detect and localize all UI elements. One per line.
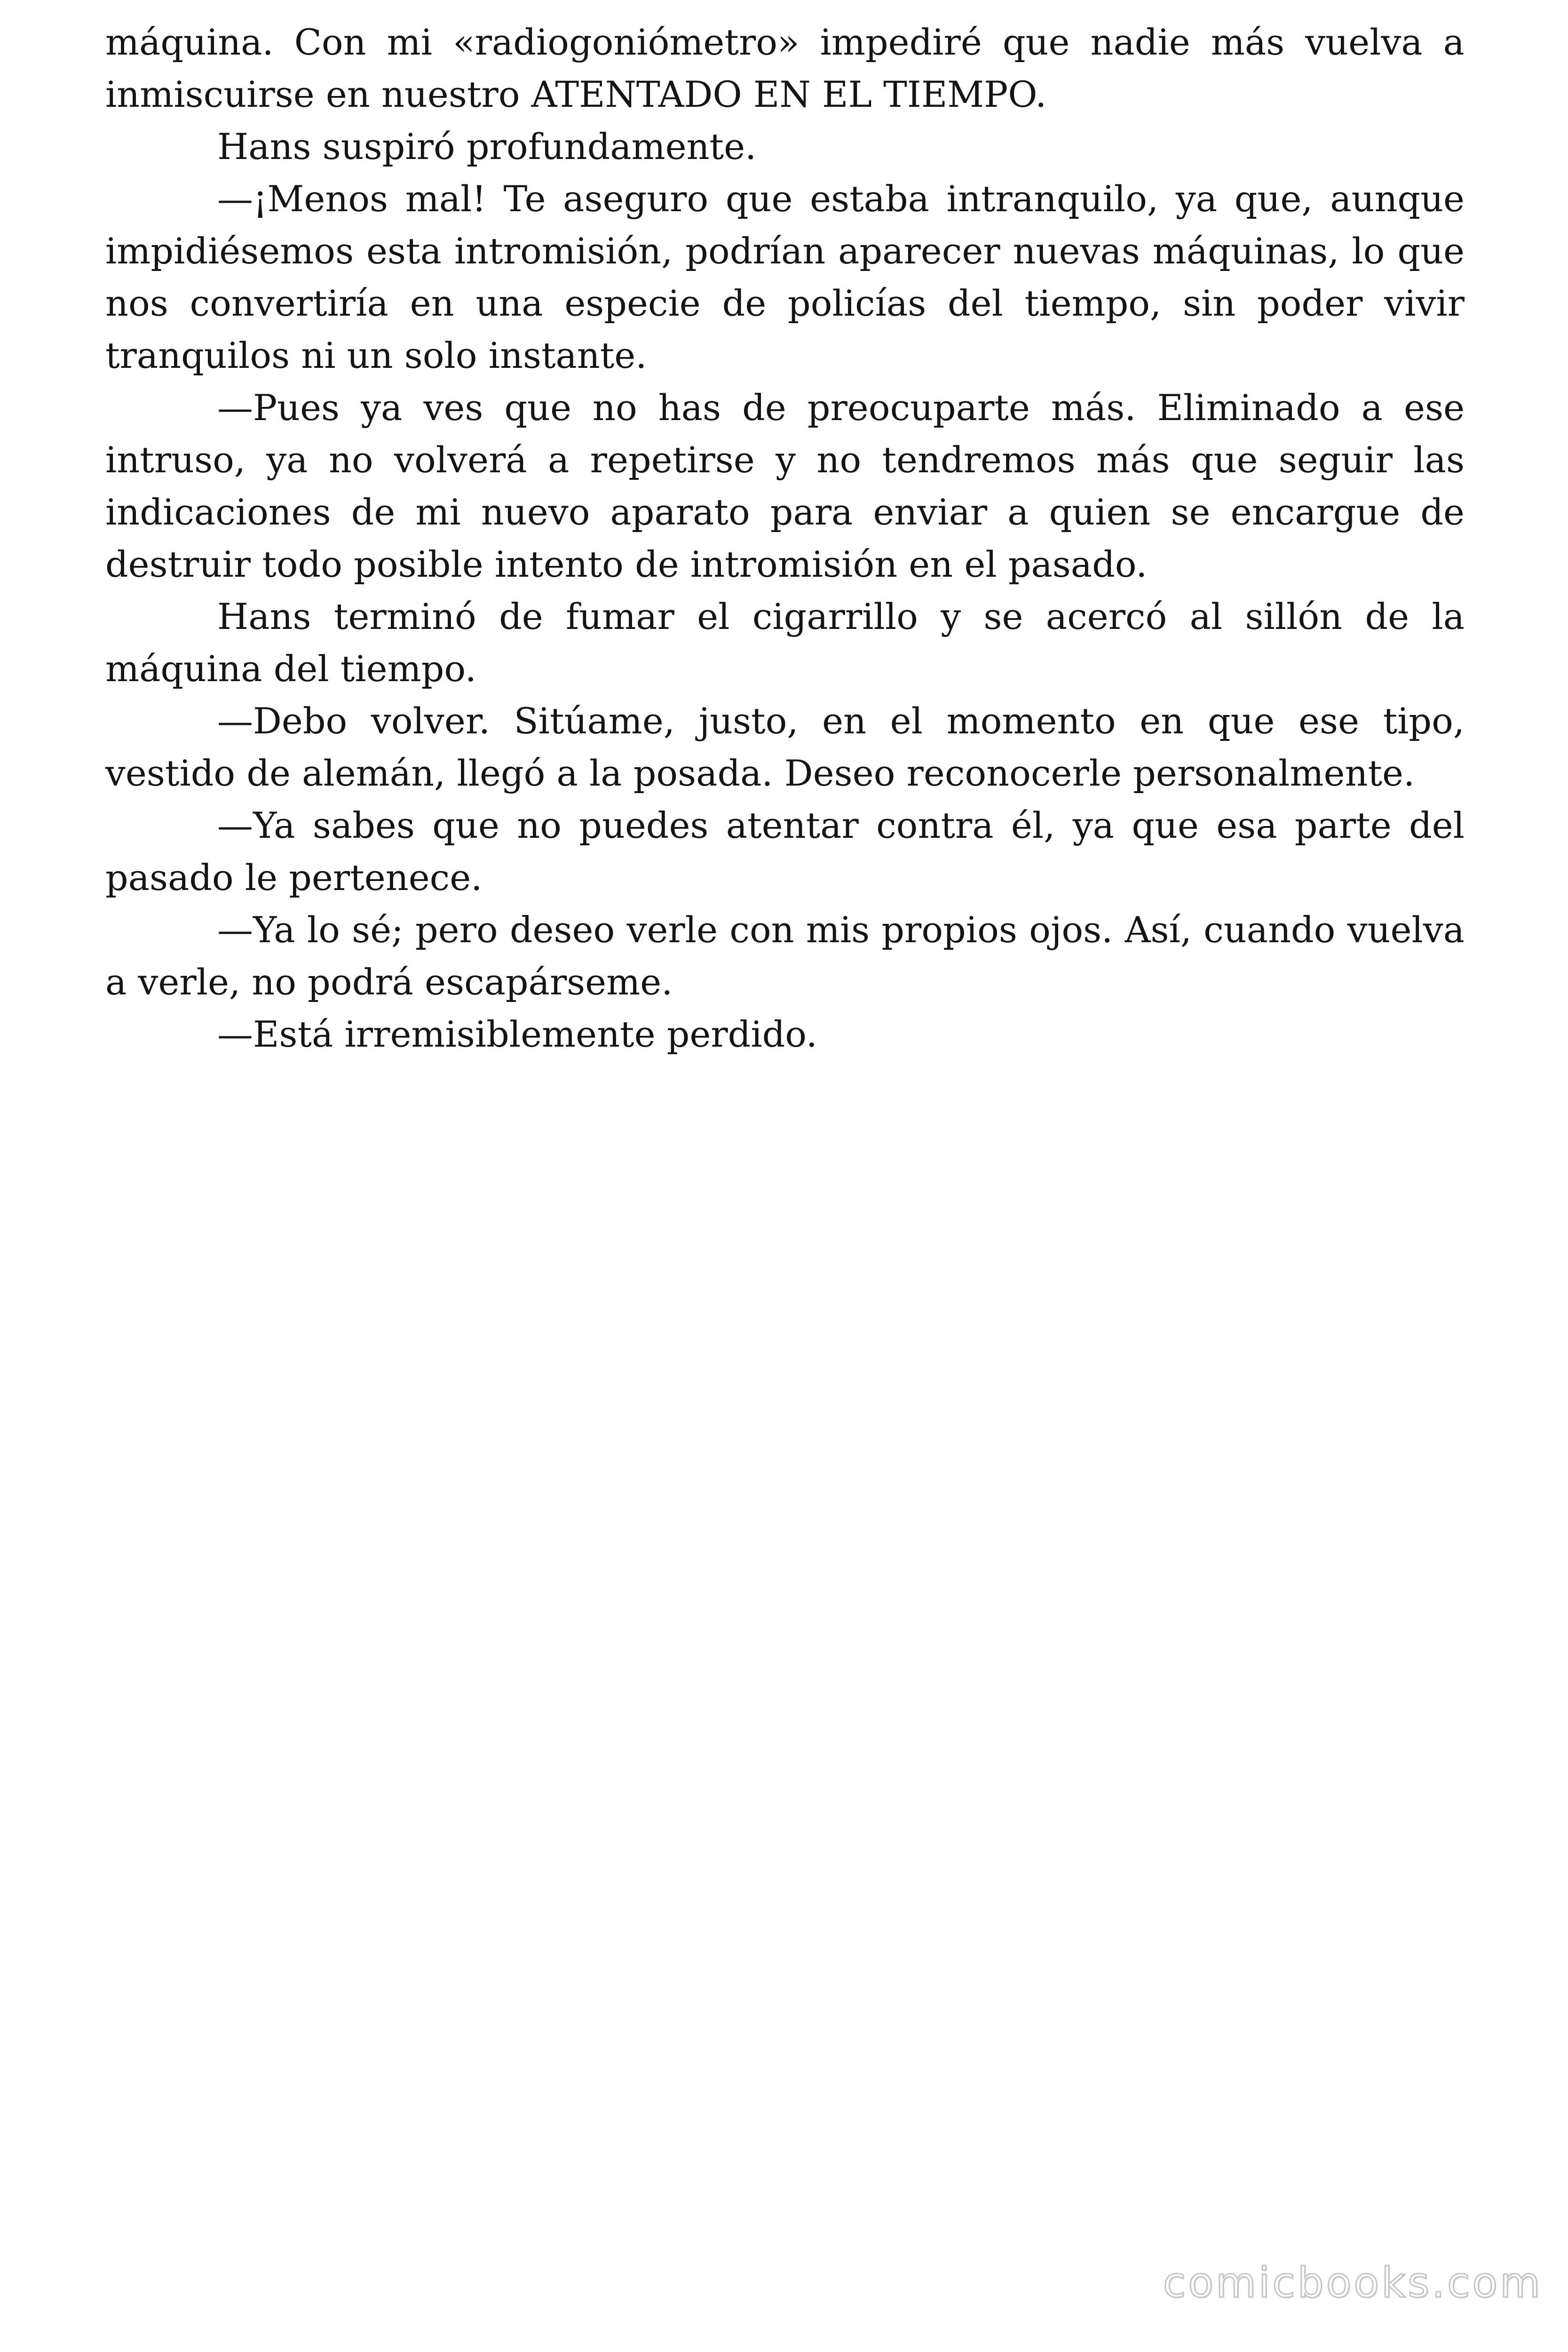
- paragraph: Hans terminó de fumar el cigarrillo y se acercó al sillón de la máquina del tiempo.: [105, 596, 1465, 690]
- page-text: [105, 16, 1465, 1060]
- paragraph: máquina. Con mi «radiogoniómetro» impediré que nadie más vuelva a inmiscuirse en nuestro ATENTADO EN EL TIEMPO.: [105, 21, 1465, 115]
- paragraph: —¡Menos mal! Te aseguro que estaba intranquilo, ya que, aunque impidiésemos esta intromisión, podrían aparecer nuevas máquinas, lo que nos convertiría en una especie de policías del tiempo, sin poder vivir tranquilos ni un solo instante.: [105, 178, 1465, 376]
- paragraph: —Ya lo sé; pero deseo verle con mis propios ojos. Así, cuando vuelva a verle, no podrá escapárseme.: [105, 909, 1465, 1003]
- paragraph: —Debo volver. Sitúame, justo, en el momento en que ese tipo, vestido de alemán, llegó a la posada. Deseo reconocerle personalmente.: [105, 700, 1465, 794]
- paragraph: —Está irremisiblemente perdido.: [217, 1013, 817, 1055]
- paragraph: —Pues ya ves que no has de preocuparte más. Eliminado a ese intruso, ya no volverá a repetirse y no tendremos más que seguir las indicaciones de mi nuevo aparato para enviar a quien se encargue de destruir todo posible intento de intromisión en el pasado.: [105, 387, 1465, 585]
- watermark: comicbooks.com: [1163, 2258, 1543, 2307]
- paragraph: —Ya sabes que no puedes atentar contra él, ya que esa parte del pasado le pertenece.: [105, 804, 1465, 898]
- paragraph: Hans suspiró profundamente.: [217, 126, 757, 167]
